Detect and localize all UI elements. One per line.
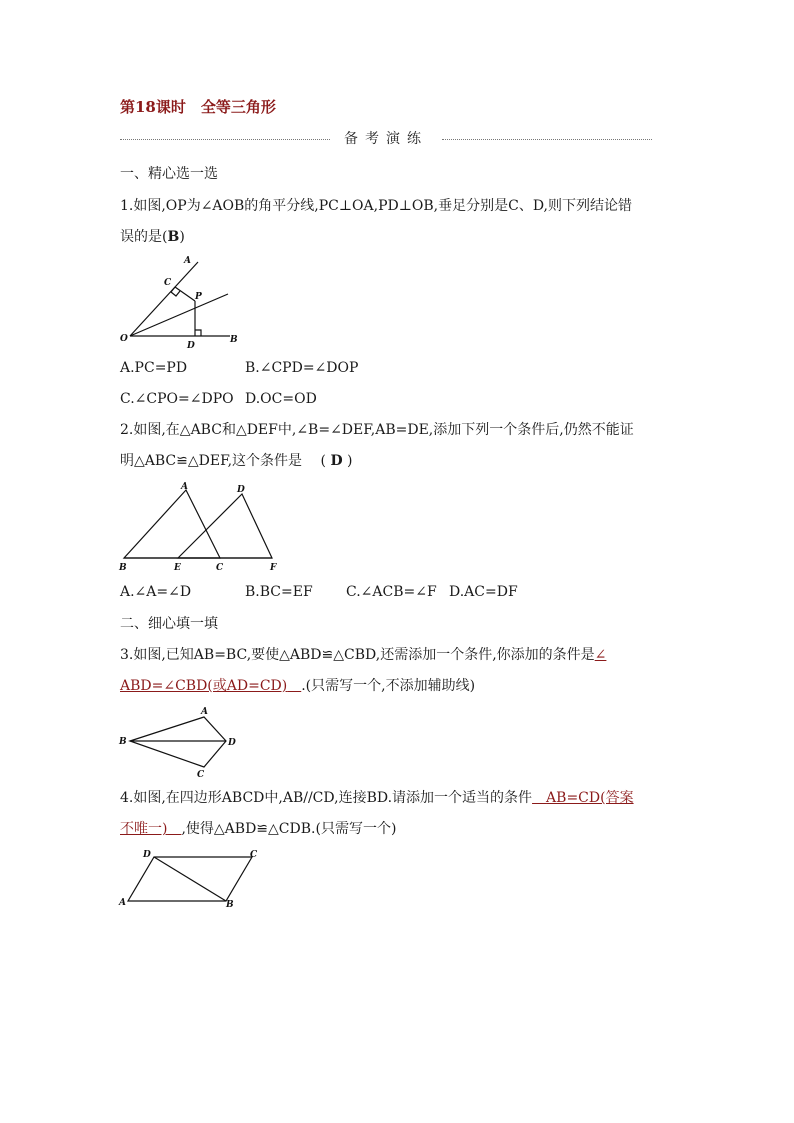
q3-label-c: C [197, 770, 205, 780]
q1-stem-suffix: ) [179, 229, 185, 245]
q1-stem-prefix: 误的是( [120, 229, 168, 245]
q2-label-e: E [174, 563, 181, 572]
page-title: 第18课时 全等三角形 [120, 98, 276, 116]
q2-label-a: A [181, 482, 188, 492]
q2-figure [116, 478, 286, 572]
q3-stem-suffix: .(只需写一个,不添加辅助线) [301, 678, 476, 694]
q2-stem-prefix: 明△ABC≌△DEF,这个条件是 ( [120, 453, 326, 469]
diagonal-bd [154, 857, 226, 901]
q2-stem-suffix: ) [347, 453, 353, 469]
q4-label-a: A [119, 898, 126, 908]
q2-label-c: C [216, 563, 224, 572]
q2-stem-line2 [120, 451, 353, 471]
q3-answer-part2: ABD=∠CBD(或AD=CD) [120, 678, 288, 694]
section-heading-fill: 二、细心填一填 [120, 616, 218, 632]
q4-label-d: D [143, 850, 151, 860]
quadrilateral-abcd [130, 717, 226, 767]
q3-answer-part1: ∠ [594, 647, 607, 663]
q4-answer-part1: AB=CD(答案 [546, 790, 634, 806]
q3-stem-text: 3.如图,已知AB=BC,要使△ABD≌△CBD,还需添加一个条件,你添加的条件是 [120, 647, 595, 663]
banner-divider-right [442, 139, 652, 140]
q2-option-b: B.BC=EF [245, 584, 313, 600]
q1-stem-line2 [120, 227, 185, 247]
q3-stem-line2 [120, 676, 475, 696]
q4-label-b: B [226, 900, 234, 909]
q2-option-c: C.∠ACB=∠F [346, 584, 437, 600]
q1-label-b: B [230, 335, 238, 345]
q4-stem-line1 [120, 788, 634, 808]
section-heading-choice: 一、精心选一选 [120, 166, 218, 182]
banner-text: 备考演练 [344, 131, 428, 147]
q1-option-b: B.∠CPD=∠DOP [245, 360, 359, 376]
q1-label-o: O [120, 334, 128, 344]
q1-label-d: D [187, 341, 195, 350]
q1-label-p: P [195, 292, 202, 302]
q1-answer: B [167, 229, 180, 245]
section-banner [120, 128, 652, 150]
q4-label-c: C [250, 850, 258, 860]
q3-label-b: B [119, 737, 127, 747]
ray-op [130, 294, 228, 336]
q2-option-d: D.AC=DF [449, 584, 518, 600]
right-angle-d [195, 330, 201, 336]
q1-option-c: C.∠CPO=∠DPO [120, 391, 234, 407]
q1-option-a: A.PC=PD [120, 360, 188, 376]
q1-figure [118, 252, 248, 350]
ray-oa [130, 262, 198, 336]
q1-option-d: D.OC=OD [245, 391, 317, 407]
q1-stem-line1: 1.如图,OP为∠AOB的角平分线,PC⊥OA,PD⊥OB,垂足分别是C、D,则下列结论错 [120, 198, 633, 214]
q2-stem-line1: 2.如图,在△ABC和△DEF中,∠B=∠DEF,AB=DE,添加下列一个条件后,仍然不能证 [120, 422, 634, 438]
q4-answer-part2: 不唯一) [120, 821, 168, 837]
q1-label-c: C [164, 278, 172, 288]
triangle-abc [124, 490, 220, 558]
q3-figure [116, 703, 246, 781]
q2-answer: D [330, 453, 343, 469]
q2-label-d: D [237, 485, 245, 495]
q1-label-a: A [184, 256, 191, 266]
q4-stem-text: 4.如图,在四边形ABCD中,AB//CD,连接BD.请添加一个适当的条件 [120, 790, 533, 806]
q4-stem-suffix: ,使得△ABD≌△CDB.(只需写一个) [181, 821, 397, 837]
right-angle-c [171, 287, 180, 296]
q2-label-f: F [270, 563, 277, 572]
q3-label-a: A [201, 707, 208, 717]
q4-stem-line2 [120, 819, 396, 839]
q2-label-b: B [119, 563, 127, 572]
q4-figure [116, 845, 276, 909]
triangle-def [178, 494, 272, 558]
q3-stem-line1 [120, 645, 606, 665]
q2-option-a: A.∠A=∠D [120, 584, 192, 600]
q3-label-d: D [228, 738, 236, 748]
